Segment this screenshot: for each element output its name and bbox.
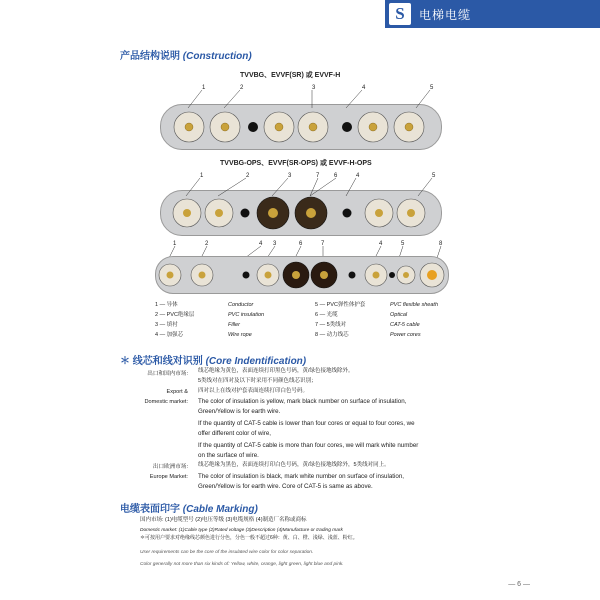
legend-item-4-en: Wire rope xyxy=(228,332,252,338)
callout-6: 6 xyxy=(299,241,303,247)
identification-title: ＊ 线芯和线对识别 (Core Indentification) xyxy=(120,356,307,367)
callout-4: 4 xyxy=(362,85,366,91)
callout-5: 5 xyxy=(432,173,436,179)
identification-cn-line-2: 5类线对在四对及以下时采用不同颜色线芯识别； xyxy=(198,378,317,384)
legend-item-3-en: Filler xyxy=(228,322,240,328)
callout-7: 7 xyxy=(321,241,325,247)
identification-en-line-1: The color of insulation is yellow, mark black number on surface of insulation, xyxy=(198,398,407,405)
callout-8: 8 xyxy=(439,241,443,247)
marking-cn-line: 国内市场: (1)电缆型号 (2)电压等级 (3)电缆规格 (4)制造厂名称或商标 xyxy=(140,517,307,523)
label-export: Export & xyxy=(166,389,188,395)
legend-item-2: 2 — PVC绝缘层 xyxy=(155,312,195,318)
legend-item-6-en: Optical xyxy=(390,312,408,318)
legend-item-5-en: PVC flexible sheath xyxy=(390,302,438,308)
identification-cn-line-1: 线芯绝缘为黄色，表面连续打印黑色号码，黄/绿色接地线除外。 xyxy=(198,368,354,374)
callout-4: 4 xyxy=(356,173,360,179)
marking-note-en-1: User requirements can be the core of the insulated wire color for color separation. xyxy=(140,550,314,555)
page-number: — 6 — xyxy=(508,581,530,588)
marking-title: 电缆表面印字 (Cable Marking) xyxy=(120,504,258,515)
legend-item-6: 6 — 光缆 xyxy=(315,312,338,318)
legend-item-1: 1 — 导体 xyxy=(155,302,178,308)
diagram2-title: TVVBG-OPS、EVVF(SR-OPS) 或 EVVF-H-OPS xyxy=(220,160,372,167)
legend-item-7: 7 — 5类线对 xyxy=(315,322,347,328)
legend-item-8-en: Power cores xyxy=(390,332,421,338)
callout-5: 5 xyxy=(401,241,405,247)
marking-en-line: Domestic market: (1)Cable type (2)Rated voltage (3)Description (4)Manufacture or trading mark xyxy=(140,528,343,533)
label-domestic-en: Domestic market: xyxy=(144,399,188,405)
identification-en-line-2: Green/Yellow is for earth wire. xyxy=(198,408,281,415)
cable-cross-section-3 xyxy=(156,257,448,293)
callout-7: 7 xyxy=(316,173,320,179)
callout-1: 1 xyxy=(173,241,177,247)
callout-2: 2 xyxy=(205,241,209,247)
callout-6: 6 xyxy=(334,173,338,179)
legend-item-8: 8 — 动力线芯 xyxy=(315,332,349,338)
diagram1-callouts xyxy=(160,82,450,112)
identification-en-line-4: offer different color of wire, xyxy=(198,430,272,437)
identification-en-line-5: If the quantity of CAT-5 cable is more than four cores, we will mark white number xyxy=(198,442,419,449)
callout-2: 2 xyxy=(240,85,244,91)
callout-1: 1 xyxy=(200,173,204,179)
callout-4: 4 xyxy=(379,241,383,247)
identification-eu-cn-line: 线芯绝缘为黑色，表面连续打印白色号码，黄/绿色接地线除外，5类线对同上。 xyxy=(198,462,390,468)
cable-diagram-3 xyxy=(155,256,449,294)
label-europe-cn: 出口欧洲市场: xyxy=(152,464,188,470)
legend-item-1-en: Conductor xyxy=(228,302,254,308)
legend-item-2-en: PVC insulation xyxy=(228,312,265,318)
identification-eu-en-line-2: Green/Yellow is for earth wire. Core of CAT-5 is same as above. xyxy=(198,483,373,490)
identification-en-line-6: on the surface of wire. xyxy=(198,452,259,459)
marking-note-en-2: Color generally not more than six kinds of: Yellow, white, orange, light green, light blue and pink. xyxy=(140,562,344,567)
identification-en-line-3: If the quantity of CAT-5 cable is lower than four cores or equal to four cores, we xyxy=(198,420,415,427)
callout-4: 4 xyxy=(259,241,263,247)
callout-1: 1 xyxy=(202,85,206,91)
callout-3: 3 xyxy=(312,85,316,91)
callout-2: 2 xyxy=(246,173,250,179)
header-title: 电梯电缆 xyxy=(419,7,472,22)
header-bar xyxy=(385,0,600,28)
brand-logo: S xyxy=(389,3,411,25)
diagram2-callouts xyxy=(160,170,450,200)
diagram1-title: TVVBG、EVVF(SR) 或 EVVF-H xyxy=(240,72,341,79)
label-europe-en: Europe Market: xyxy=(149,474,188,480)
callout-5: 5 xyxy=(430,85,434,91)
legend-item-7-en: CAT-5 cable xyxy=(390,322,420,328)
legend-item-4: 4 — 加强芯 xyxy=(155,332,184,338)
identification-eu-en-line-1: The color of insulation is black, mark white number on surface of insulation, xyxy=(198,473,405,480)
legend-item-5: 5 — PVC弹性体护套 xyxy=(315,302,366,308)
callout-3: 3 xyxy=(288,173,292,179)
identification-cn-line-3: 四对以上在线对护套表面连续打印白色号码。 xyxy=(198,388,309,394)
marking-note-cn: ＊可按用户要求对绝缘线芯颜色进行分色，分色一般不超过6种：黄、白、橙、浅绿、浅蓝、粉红。 xyxy=(140,535,358,541)
construction-title: 产品结构说明 (Construction) xyxy=(120,51,252,62)
diagram3-callouts xyxy=(155,238,455,258)
callout-3: 3 xyxy=(273,241,277,247)
legend-item-3: 3 — 填衬 xyxy=(155,322,178,328)
label-domestic-cn: 出口和国内市场: xyxy=(147,371,188,377)
